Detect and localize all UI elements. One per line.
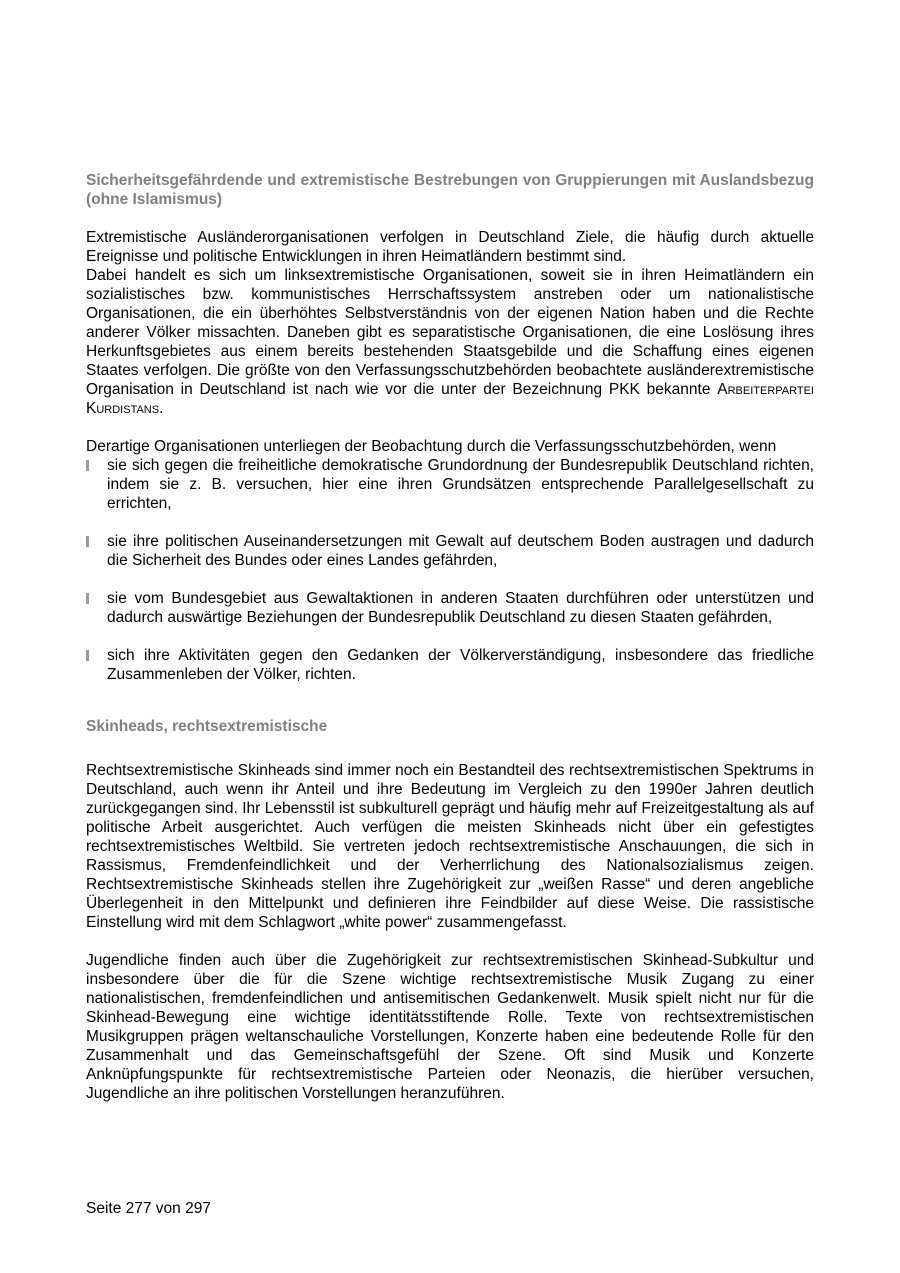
list-item-text: sie vom Bundesgebiet aus Gewaltaktionen in anderen Staaten durchführen oder unterstützen und dadurch auswärtige Beziehungen der Bundesrepublik Deutschland zu diesen Staaten gefährden, — [107, 590, 814, 626]
list-item-text: sie ihre politischen Auseinandersetzungen mit Gewalt auf deutschem Boden austragen und dadurch die Sicherheit des Bundes oder eines Landes gefährden, — [107, 533, 814, 569]
paragraph-organisations-end: . — [159, 400, 164, 417]
bullet-icon — [86, 593, 89, 604]
page-number: Seite 277 von 297 — [86, 1200, 211, 1217]
document-page — [86, 171, 814, 1103]
list-item — [86, 456, 814, 513]
conditions-list — [86, 456, 814, 684]
paragraph-observation-conditions: Derartige Organisationen unterliegen der Beobachtung durch die Verfassungsschutzbehörden, wenn — [86, 438, 777, 455]
paragraph-skinheads-music: Jugendliche finden auch über die Zugehörigkeit zur rechtsextremistischen Skinhead-Subkultur und insbesondere über die für die Szene wichtige rechtsextremistische Musik Zugang zu einer nationalistischen, fremdenfeindlichen und antisemitischen Gedankenwelt. Musik spielt nicht nur für die Skinhead-Bewegung eine wichtige identitätsstiftende Rolle. Texte von rechtsextremistischen Musikgruppen prägen weltanschauliche Vorstellungen, Konzerte haben eine bedeutende Rolle für den Zusammenhalt und das Gemeinschaftsgefühl der Szene. Oft sind Musik und Konzerte Anknüpfungspunkte für rechtsextremistische Parteien oder Neonazis, die hierüber versuchen, Jugendliche an ihre politischen Vorstellungen heranzuführen. — [86, 952, 814, 1102]
list-item — [86, 646, 814, 684]
list-item — [86, 532, 814, 570]
section-heading-foreign-extremism: Sicherheitsgefährdende und extremistische Bestrebungen von Gruppierungen mit Auslandsbezug (ohne Islamismus) — [86, 172, 814, 208]
list-item-text: sie sich gegen die freiheitliche demokratische Grundordnung der Bundesrepublik Deutschland richten, indem sie z. B. versuchen, hier eine ihren Grundsätzen entsprechende Parallelgesellschaft zu errichten, — [107, 457, 814, 512]
list-item — [86, 589, 814, 627]
organisation-name: Arbeiterpartei Kurdistans — [86, 381, 814, 417]
list-item-text: sich ihre Aktivitäten gegen den Gedanken der Völkerverständigung, insbesondere das friedliche Zusammenleben der Völker, richten. — [107, 647, 814, 683]
paragraph-organisations: Dabei handelt es sich um linksextremistische Organisationen, soweit sie in ihren Heimatländern ein sozialistisches bzw. kommunistisches Herrschaftssystem anstreben oder um nationalistische Organisationen, die ein überhöhtes Selbstverständnis von der eigenen Nation haben und die Rechte anderer Völker missachten. Daneben gibt es separatistische Organisationen, die eine Loslösung ihres Herkunftsgebietes aus einem bereits bestehenden Staatsgebilde und die Schaffung eines eigenen Staates verfolgen. Die größte von den Verfassungsschutzbehörden beobachtete ausländerextremistische Organisation in Deutschland ist nach wie vor die unter der Bezeichnung PKK bekannte — [86, 267, 814, 398]
paragraph-intro-text: Extremistische Ausländerorganisationen verfolgen in Deutschland Ziele, die häufig durch aktuelle Ereignisse und politische Entwicklungen in ihren Heimatländern bestimmt sind. — [86, 229, 814, 265]
section-heading-skinheads: Skinheads, rechtsextremistische — [86, 718, 328, 735]
paragraph-intro — [86, 228, 814, 418]
bullet-icon — [86, 650, 89, 661]
bullet-icon — [86, 460, 89, 471]
paragraph-skinheads-overview: Rechtsextremistische Skinheads sind immer noch ein Bestandteil des rechtsextremistischen Spektrums in Deutschland, auch wenn ihr Anteil und ihre Bedeutung im Vergleich zu den 1990er Jahren deutlich zurückgegangen sind. Ihr Lebensstil ist subkulturell geprägt und häufig mehr auf Freizeitgestaltung als auf politische Arbeit ausgerichtet. Auch verfügen die meisten Skinheads nicht über ein gefestigtes rechtsextremistisches Weltbild. Sie vertreten jedoch rechtsextremistische Anschauungen, die sich in Rassismus, Fremdenfeindlichkeit und der Verherrlichung des Nationalsozialismus zeigen. Rechtsextremistische Skinheads stellen ihre Zugehörigkeit zur „weißen Rasse“ und deren angebliche Überlegenheit in den Mittelpunkt und definieren ihre Feindbilder auf diese Weise. Die rassistische Einstellung wird mit dem Schlagwort „white power“ zusammengefasst. — [86, 762, 814, 931]
bullet-icon — [86, 536, 89, 547]
